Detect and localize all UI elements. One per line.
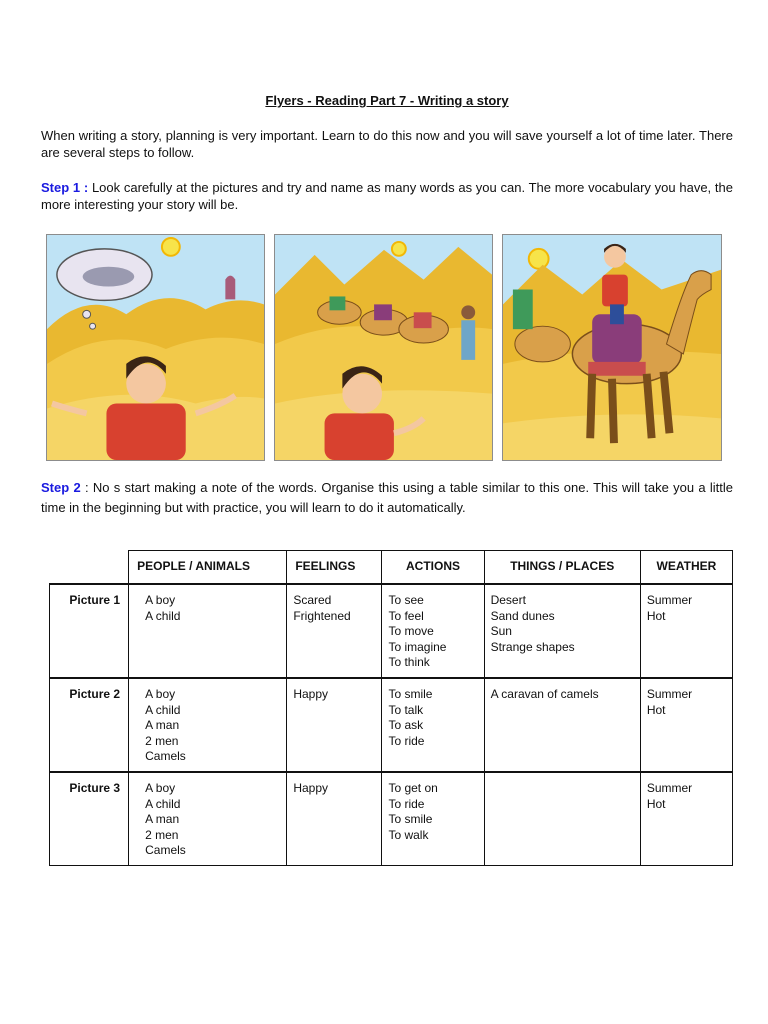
cell-line: A man: [145, 812, 180, 826]
story-picture-3: [502, 234, 722, 461]
cell-feelings: [287, 772, 382, 866]
row-label: Picture 3: [50, 772, 129, 866]
cell-line: Camels: [145, 749, 186, 763]
cell-line: Hot: [646, 796, 666, 811]
step1-label: Step 1 :: [41, 180, 89, 195]
cell-people: [129, 772, 287, 866]
cell-line: Summer: [646, 781, 693, 795]
cell-line: Sun: [490, 624, 512, 638]
step2-paragraph: [41, 478, 733, 518]
table-row: [50, 678, 733, 772]
cell-line: Scared: [293, 593, 332, 607]
cell-line: Happy: [293, 781, 329, 795]
cell-line: A child: [145, 608, 181, 623]
cell-people: [129, 584, 287, 678]
cell-line: To walk: [388, 827, 429, 842]
cell-line: Summer: [646, 687, 693, 701]
cell-line: To think: [388, 655, 430, 669]
cell-line: Hot: [646, 608, 666, 623]
column-header-actions: ACTIONS: [382, 551, 484, 585]
cell-weather: [640, 584, 732, 678]
step2-label: Step 2: [41, 480, 81, 495]
cell-line: Strange shapes: [490, 639, 575, 654]
cell-line: A boy: [145, 687, 176, 701]
cell-line: A caravan of camels: [490, 687, 599, 701]
cell-line: To talk: [388, 702, 424, 717]
cell-things: [484, 584, 640, 678]
row-label: Picture 2: [50, 678, 129, 772]
cell-weather: [640, 772, 732, 866]
cell-line: Frightened: [293, 608, 351, 623]
step2-text: : No s start making a note of the words. Organise this using a table similar to this one. This will take you a little time in the beginning but with practice, you will learn to do it automatically.: [41, 480, 733, 515]
cell-people: [129, 678, 287, 772]
column-header-things: THINGS / PLACES: [484, 551, 640, 585]
cell-line: A child: [145, 796, 181, 811]
table-corner-cell: [50, 551, 129, 585]
cell-line: To smile: [388, 812, 433, 826]
cell-line: A boy: [145, 781, 176, 795]
cell-line: A boy: [145, 593, 176, 607]
column-header-weather: WEATHER: [640, 551, 732, 585]
cell-line: Happy: [293, 687, 329, 701]
cell-things: [484, 678, 640, 772]
cell-line: Summer: [646, 593, 693, 607]
row-label: Picture 1: [50, 584, 129, 678]
cell-line: To move: [388, 624, 434, 638]
cell-line: A child: [145, 702, 181, 717]
cell-line: 2 men: [145, 827, 179, 842]
page-title: Flyers - Reading Part 7 - Writing a story: [265, 93, 509, 108]
cell-line: Camels: [145, 843, 186, 857]
table-row: [50, 584, 733, 678]
cell-line: To ride: [388, 733, 425, 748]
cell-line: To feel: [388, 608, 424, 623]
cell-feelings: [287, 584, 382, 678]
cell-actions: [382, 584, 484, 678]
cell-line: To see: [388, 593, 424, 607]
cell-line: Sand dunes: [490, 608, 555, 623]
cell-line: To ask: [388, 718, 424, 732]
cell-line: Desert: [490, 593, 526, 607]
cell-things: [484, 772, 640, 866]
cell-actions: [382, 678, 484, 772]
cell-line: To imagine: [388, 639, 447, 654]
table-header-row: [50, 551, 733, 585]
cell-line: To smile: [388, 687, 433, 701]
cell-actions: [382, 772, 484, 866]
cell-weather: [640, 678, 732, 772]
cell-line: 2 men: [145, 733, 179, 748]
cell-feelings: [287, 678, 382, 772]
cell-line: A man: [145, 718, 180, 732]
vocabulary-table: [49, 550, 733, 866]
story-picture-1: [46, 234, 265, 461]
cell-line: Hot: [646, 702, 666, 717]
intro-paragraph: When writing a story, planning is very important. Learn to do this now and you will save yourself a lot of time later. There are several steps to follow.: [41, 128, 733, 160]
story-picture-2: [274, 234, 493, 461]
cell-line: To ride: [388, 796, 425, 811]
cell-line: To get on: [388, 781, 438, 795]
step1-text: Look carefully at the pictures and try and name as many words as you can. The more vocabulary you have, the more interesting your story will be.: [41, 180, 733, 212]
column-header-people: PEOPLE / ANIMALS: [129, 551, 287, 585]
table-row: [50, 772, 733, 866]
step1-paragraph: [41, 179, 733, 213]
column-header-feelings: FEELINGS: [287, 551, 382, 585]
